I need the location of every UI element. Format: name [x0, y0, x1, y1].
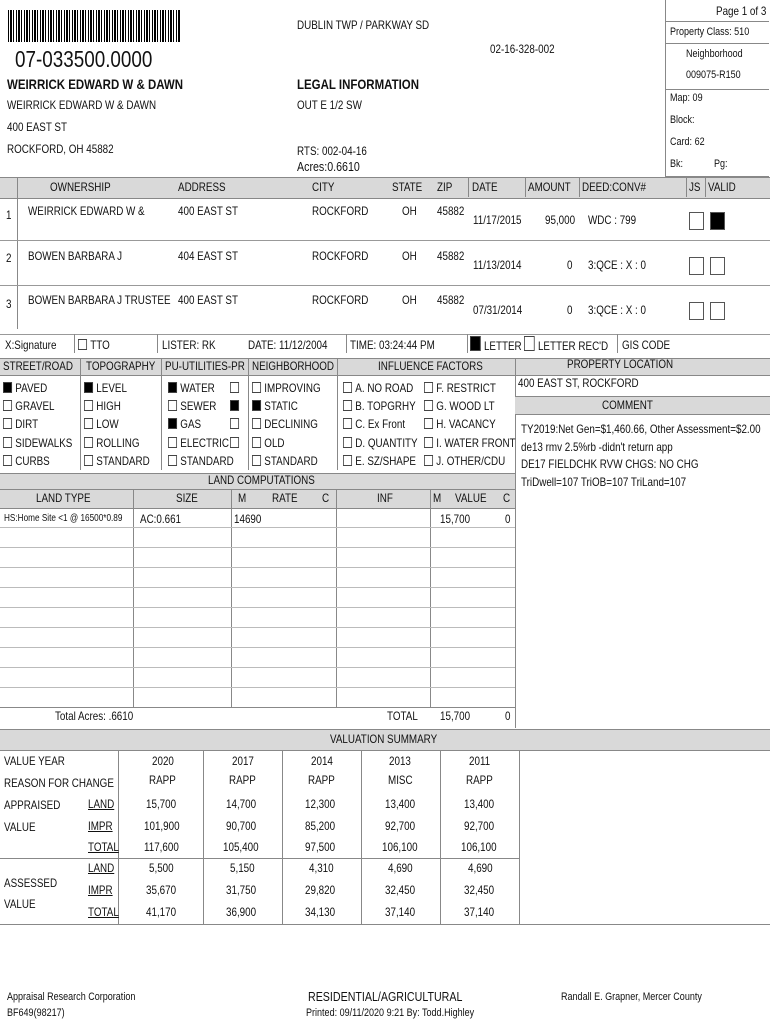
assessed-total: 36,900: [226, 905, 257, 919]
comment-line: de13 rmv 2.5%rb -didn't return app: [521, 439, 673, 454]
legal-description: OUT E 1/2 SW: [297, 98, 362, 112]
land-c-value: 0: [505, 512, 511, 526]
owner-address: 400 EAST ST: [178, 204, 238, 218]
checkbox-electric[interactable]: ELECTRIC: [168, 434, 234, 452]
lister-date: DATE: 11/12/2004: [248, 338, 328, 352]
neighborhood-label: Neighborhood: [686, 48, 743, 60]
sale-date: 11/13/2014: [473, 258, 522, 272]
reason-label: REASON FOR CHANGE: [4, 776, 114, 790]
appraised-impr: 85,200: [305, 819, 336, 833]
appraised-impr: 101,900: [144, 819, 180, 833]
assessed-impr-label: IMPR: [88, 883, 113, 897]
page-label: Pg:: [714, 158, 728, 170]
checkbox-improving[interactable]: IMPROVING: [252, 379, 321, 397]
year: 2020: [152, 754, 174, 768]
col-address: ADDRESS: [178, 180, 226, 194]
appraised-impr: 90,700: [226, 819, 257, 833]
letter-box[interactable]: [470, 336, 481, 351]
block-number: Block:: [670, 114, 695, 126]
assessed-total: 34,130: [305, 905, 336, 919]
year: 2011: [469, 754, 491, 768]
utilities-pr-list: [230, 379, 242, 452]
reason: RAPP: [149, 773, 176, 787]
appraised-land-label: LAND: [88, 797, 115, 811]
year: 2013: [389, 754, 411, 768]
owner-name: WEIRRICK EDWARD W &: [28, 204, 145, 218]
sale-amount: 0: [567, 303, 573, 317]
appraised-land: 13,400: [464, 797, 495, 811]
appraised-total: 97,500: [305, 840, 336, 854]
owner-line: WEIRRICK EDWARD W & DAWN: [7, 98, 157, 112]
col-valid: VALID: [708, 180, 736, 194]
owner-city: ROCKFORD: [312, 293, 369, 307]
value-year-label: VALUE YEAR: [4, 754, 65, 768]
checkbox-level[interactable]: LEVEL: [84, 379, 150, 397]
comment-text: [521, 421, 761, 491]
col-land-type: LAND TYPE: [36, 491, 91, 505]
footer-company: Appraisal Research Corporation: [7, 991, 136, 1003]
checkbox-water[interactable]: WATER: [168, 379, 234, 397]
street-road-list: [3, 379, 72, 470]
letter-recd-box[interactable]: [524, 336, 535, 351]
comment-line: TriDwell=107 TriOB=107 TriLand=107: [521, 474, 687, 489]
assessed-label: ASSESSED: [4, 876, 58, 890]
land-computations-title: LAND COMPUTATIONS: [208, 473, 315, 487]
tto-box[interactable]: [78, 339, 87, 350]
comment-line: DE17 FIELDCHK RVW CHGS: NO CHG: [521, 457, 699, 471]
deed-conv: 3:QCE : X : 0: [588, 303, 646, 317]
letter-recd-label: LETTER REC'D: [537, 339, 609, 353]
assessed-land: 4,310: [309, 861, 334, 875]
assessed-value-label: VALUE: [4, 897, 36, 911]
legal-info-title: LEGAL INFORMATION: [297, 76, 420, 92]
footer-auditor: Randall E. Grapner, Mercer County: [561, 991, 702, 1003]
influence-title: INFLUENCE FACTORS: [378, 359, 483, 373]
assessed-land-label: LAND: [88, 861, 115, 875]
letter-recd-checkbox[interactable]: [524, 336, 608, 353]
col-value: VALUE: [455, 491, 487, 505]
checkbox-high[interactable]: HIGH: [84, 397, 150, 415]
alt-parcel-number: 02-16-328-002: [490, 42, 555, 56]
footer-record-type: RESIDENTIAL/AGRICULTURAL: [308, 989, 463, 1004]
owner-name-heading: WEIRRICK EDWARD W & DAWN: [7, 76, 184, 92]
letter-checkbox[interactable]: [470, 336, 522, 353]
owner-state: OH: [402, 293, 417, 307]
checkbox-gas[interactable]: GAS: [168, 415, 234, 433]
sale-date: 07/31/2014: [473, 303, 523, 317]
assessed-land: 5,500: [149, 861, 174, 875]
row-number: 3: [6, 297, 12, 311]
book-label: Bk:: [670, 158, 684, 170]
deed-conv: 3:QCE : X : 0: [588, 258, 646, 272]
appraised-impr: 92,700: [385, 819, 416, 833]
owner-name: BOWEN BARBARA J: [28, 249, 123, 263]
topography-title: TOPOGRAPHY: [86, 359, 156, 373]
col-date: DATE: [472, 180, 498, 194]
col-state: STATE: [392, 180, 423, 194]
checkbox-curbs[interactable]: CURBS: [3, 452, 72, 470]
valid-checkbox[interactable]: [710, 257, 725, 275]
col-m1: M: [238, 491, 247, 505]
signature-label: X:Signature: [5, 338, 57, 352]
appraised-land: 12,300: [305, 797, 336, 811]
checkbox-sz-shape[interactable]: E. SZ/SHAPE: [343, 452, 418, 470]
col-deed: DEED:CONV#: [582, 180, 646, 194]
checkbox-water-pr[interactable]: [230, 379, 242, 397]
sale-amount: 0: [567, 258, 573, 272]
owner-name: BOWEN BARBARA J TRUSTEE: [28, 293, 171, 307]
appraised-total: 106,100: [382, 840, 418, 854]
map-number: Map: 09: [670, 92, 703, 104]
land-total-value: 15,700: [440, 709, 471, 723]
col-city: CITY: [312, 180, 335, 194]
assessed-total: 37,140: [385, 905, 416, 919]
checkbox-wood-lt[interactable]: G. WOOD LT: [424, 397, 516, 415]
checkbox-ex-front[interactable]: C. Ex Front: [343, 415, 418, 433]
js-checkbox[interactable]: [689, 212, 704, 230]
topography-list: [84, 379, 150, 470]
influence-left-list: [343, 379, 418, 470]
neighborhood-title: NEIGHBORHOOD: [252, 359, 335, 373]
sale-amount: 95,000: [545, 213, 576, 227]
assessed-land: 4,690: [388, 861, 413, 875]
footer-printed: Printed: 09/11/2020 9:21 By: Todd.Highley: [306, 1007, 475, 1019]
checkbox-sewer-pr[interactable]: [230, 397, 242, 415]
checkbox-standard-util[interactable]: STANDARD: [168, 452, 234, 470]
city-line: ROCKFORD, OH 45882: [7, 142, 114, 156]
owner-zip: 45882: [437, 204, 465, 218]
assessed-impr: 31,750: [226, 883, 257, 897]
address-line: 400 EAST ST: [7, 120, 67, 134]
appraised-value-label: VALUE: [4, 820, 36, 834]
owner-city: ROCKFORD: [312, 204, 369, 218]
card-number: Card: 62: [670, 136, 705, 148]
land-type-value: HS:Home Site <1 @ 16500*0.89: [4, 513, 123, 524]
col-m2: M: [433, 491, 442, 505]
checkbox-water-front[interactable]: I. WATER FRONT: [424, 434, 516, 452]
checkbox-paved[interactable]: PAVED: [3, 379, 72, 397]
tto-checkbox[interactable]: [78, 338, 110, 352]
land-value: 15,700: [440, 512, 471, 526]
assessed-total: 41,170: [146, 905, 177, 919]
col-zip: ZIP: [437, 180, 453, 194]
lister: LISTER: RK: [162, 338, 216, 352]
land-rate-value: 14690: [234, 512, 262, 526]
checkbox-sidewalks[interactable]: SIDEWALKS: [3, 434, 72, 452]
owner-address: 404 EAST ST: [178, 249, 238, 263]
col-inf: INF: [377, 491, 393, 505]
owner-address: 400 EAST ST: [178, 293, 238, 307]
property-location-title: PROPERTY LOCATION: [567, 357, 674, 371]
checkbox-vacancy[interactable]: H. VACANCY: [424, 415, 516, 433]
checkbox-old[interactable]: OLD: [252, 434, 321, 452]
col-c2: C: [503, 491, 511, 505]
valuation-title: VALUATION SUMMARY: [330, 732, 438, 746]
year: 2017: [232, 754, 254, 768]
owner-state: OH: [402, 249, 417, 263]
checkbox-sewer[interactable]: SEWER: [168, 397, 234, 415]
checkbox-topgrhy[interactable]: B. TOPGRHY: [343, 397, 418, 415]
appraised-total: 117,600: [144, 840, 179, 854]
lister-time: TIME: 03:24:44 PM: [350, 338, 435, 352]
checkbox-standard-topo[interactable]: STANDARD: [84, 452, 150, 470]
page-number: Page 1 of 3: [715, 4, 766, 18]
acres: Acres:0.6610: [297, 159, 360, 174]
rts: RTS: 002-04-16: [297, 144, 367, 158]
assessed-impr: 32,450: [464, 883, 495, 897]
comment-line: TY2019:Net Gen=$1,460.66, Other Assessment=$2.00: [521, 422, 761, 436]
comment-title: COMMENT: [602, 398, 653, 412]
checkbox-gravel[interactable]: GRAVEL: [3, 397, 72, 415]
valid-checkbox[interactable]: [710, 302, 725, 320]
col-js: JS: [689, 180, 701, 194]
col-c1: C: [322, 491, 330, 505]
neighborhood-value: 009075-R150: [686, 69, 741, 81]
utilities-list: [168, 379, 234, 470]
row-number: 2: [6, 251, 12, 265]
js-checkbox[interactable]: [689, 257, 704, 275]
owner-zip: 45882: [437, 249, 465, 263]
assessed-impr: 32,450: [385, 883, 416, 897]
parcel-number: 07-033500.0000: [15, 46, 153, 72]
appraised-impr: 92,700: [464, 819, 495, 833]
checkbox-static[interactable]: STATIC: [252, 397, 321, 415]
checkbox-low[interactable]: LOW: [84, 415, 150, 433]
street-road-title: STREET/ROAD: [3, 359, 73, 373]
assessed-impr: 35,670: [146, 883, 177, 897]
land-total-label: TOTAL: [387, 709, 418, 723]
gis-code: GIS CODE: [622, 338, 671, 352]
assessed-total-label: TOTAL: [88, 905, 119, 919]
col-amount: AMOUNT: [528, 180, 571, 194]
checkbox-standard-nbhd[interactable]: STANDARD: [252, 452, 321, 470]
owner-zip: 45882: [437, 293, 465, 307]
year: 2014: [311, 754, 333, 768]
js-checkbox[interactable]: [689, 302, 704, 320]
reason: RAPP: [308, 773, 335, 787]
appraised-total: 105,400: [223, 840, 259, 854]
assessed-land: 4,690: [468, 861, 493, 875]
township: DUBLIN TWP / PARKWAY SD: [297, 18, 430, 32]
appraised-land: 13,400: [385, 797, 416, 811]
col-ownership: OWNERSHIP: [50, 180, 111, 194]
valid-checkbox[interactable]: [710, 212, 725, 230]
reason: RAPP: [229, 773, 256, 787]
owner-city: ROCKFORD: [312, 249, 369, 263]
owner-state: OH: [402, 204, 417, 218]
row-number: 1: [6, 208, 12, 222]
utilities-title: PU-UTILITIES-PR: [165, 359, 245, 373]
appraised-total-label: TOTAL: [88, 840, 119, 854]
appraised-total: 106,100: [461, 840, 497, 854]
appraised-label: APPRAISED: [4, 798, 61, 812]
property-location-value: 400 EAST ST, ROCKFORD: [518, 376, 639, 390]
checkbox-no-road[interactable]: A. NO ROAD: [343, 379, 418, 397]
appraised-land: 15,700: [146, 797, 177, 811]
col-size: SIZE: [176, 491, 198, 505]
tto-label: TTO: [90, 338, 110, 352]
assessed-land: 5,150: [230, 861, 255, 875]
appraised-land: 14,700: [226, 797, 257, 811]
deed-conv: WDC : 799: [588, 213, 637, 227]
info-box: [665, 0, 769, 177]
letter-label: LETTER: [483, 339, 522, 353]
checkbox-declining[interactable]: DECLINING: [252, 415, 321, 433]
ownership-header-bar: [0, 177, 770, 199]
neighborhood-list: [252, 379, 321, 470]
property-class: Property Class: 510: [670, 26, 750, 38]
checkbox-other-cdu[interactable]: J. OTHER/CDU: [424, 452, 516, 470]
total-acres: Total Acres: .6610: [55, 709, 134, 723]
footer-form-number: BF649(98217): [7, 1007, 65, 1019]
checkbox-quantity[interactable]: D. QUANTITY: [343, 434, 418, 452]
col-rate: RATE: [272, 491, 298, 505]
appraised-impr-label: IMPR: [88, 819, 113, 833]
checkbox-electric-pr[interactable]: [230, 434, 242, 452]
land-size-value: AC:0.661: [140, 512, 182, 526]
influence-right-list: [424, 379, 516, 470]
land-total-c: 0: [505, 709, 511, 723]
checkbox-rolling[interactable]: ROLLING: [84, 434, 150, 452]
sale-date: 11/17/2015: [473, 213, 522, 227]
reason: RAPP: [466, 773, 493, 787]
reason: MISC: [388, 773, 413, 787]
assessed-impr: 29,820: [305, 883, 336, 897]
barcode: [8, 10, 180, 42]
checkbox-restrict[interactable]: F. RESTRICT: [424, 379, 516, 397]
assessed-total: 37,140: [464, 905, 495, 919]
checkbox-dirt[interactable]: DIRT: [3, 415, 72, 433]
checkbox-gas-pr[interactable]: [230, 415, 242, 433]
